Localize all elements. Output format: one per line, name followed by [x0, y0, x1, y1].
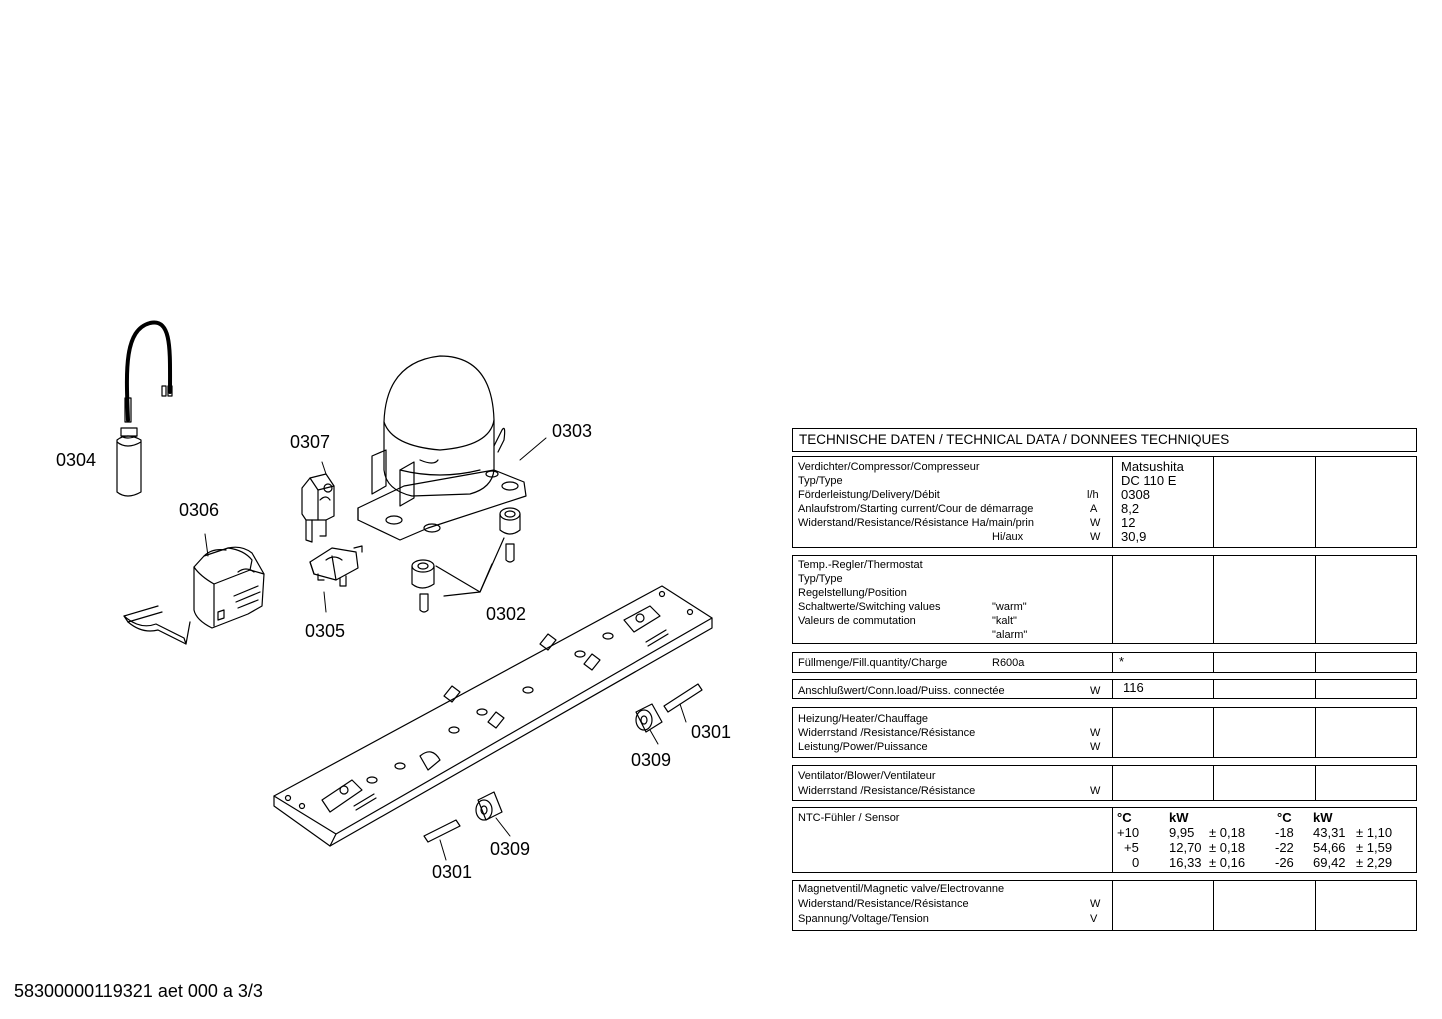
setting-alarm: "alarm"	[992, 629, 1028, 641]
ntc-tolerance: ± 1,59	[1356, 840, 1393, 855]
cover-0306	[124, 547, 264, 644]
callout-0301-lower: 0301	[432, 862, 473, 882]
section-magnetic-valve	[792, 880, 1417, 931]
compressor-starting-current-label: Anlaufstrom/Starting current/Cour de démarrage	[798, 503, 1034, 515]
unit-delivery: l/h	[1087, 489, 1099, 501]
ntc-col-celsius-1: °C	[1117, 810, 1132, 825]
blower-label: Ventilator/Blower/Ventilateur	[798, 770, 936, 782]
ntc-temp: +5	[1124, 840, 1139, 855]
connected-load-label: Anschlußwert/Conn.load/Puiss. connectée	[798, 685, 1005, 697]
callout-0301-upper: 0301	[691, 722, 732, 742]
pin-0301-lower	[424, 820, 460, 842]
ntc-resistance: 54,66	[1313, 840, 1346, 855]
callout-0302: 0302	[486, 604, 527, 624]
pin-0301-upper	[664, 684, 702, 712]
ntc-resistance: 12,70	[1169, 840, 1202, 855]
setting-warm: "warm"	[992, 601, 1027, 613]
unit-connected-load: W	[1090, 685, 1101, 697]
unit-heater-power: W	[1090, 741, 1101, 753]
compressor-type-label: Typ/Type	[798, 475, 843, 487]
protector-0305	[310, 546, 362, 586]
blower-resistance-label: Widerrstand /Resistance/Résistance	[798, 785, 976, 797]
table-title: TECHNISCHE DATEN / TECHNICAL DATA / DONNEES TECHNIQUES	[799, 432, 1230, 447]
section-thermostat	[792, 555, 1417, 644]
heater-label: Heizung/Heater/Chauffage	[798, 713, 929, 725]
ntc-tolerance: ± 0,16	[1209, 855, 1246, 870]
table-title-box	[792, 428, 1417, 452]
capacitor-0304	[117, 322, 172, 496]
refrigerant: R600a	[992, 657, 1025, 669]
callout-0309-lower: 0309	[490, 839, 531, 859]
ntc-tolerance: ± 2,29	[1356, 855, 1393, 870]
valeurs-commutation-label: Valeurs de commutation	[798, 615, 916, 627]
section-connected-load	[792, 679, 1417, 699]
thermostat-label: Temp.-Regler/Thermostat	[798, 559, 923, 571]
ntc-resistance: 43,31	[1313, 825, 1346, 840]
ntc-temp: 0	[1132, 855, 1140, 870]
ntc-temp: -26	[1275, 855, 1294, 870]
charge-value: *	[1119, 654, 1125, 669]
valve-label: Magnetventil/Magnetic valve/Electrovanne	[798, 883, 1005, 895]
section-blower	[792, 765, 1417, 801]
unit-heater-resistance: W	[1090, 727, 1101, 739]
sleeve-0309-upper	[636, 704, 662, 732]
sleeve-0309-lower	[476, 792, 502, 820]
callout-0306: 0306	[179, 500, 220, 520]
unit-resistance-aux: W	[1090, 531, 1101, 543]
connected-load-value: 116	[1123, 680, 1144, 695]
callout-0305: 0305	[305, 621, 346, 641]
setting-kalt: "kalt"	[992, 615, 1017, 627]
thermostat-position-label: Regelstellung/Position	[798, 587, 907, 599]
compressor-resistance-main: 12	[1121, 515, 1136, 530]
callout-0303: 0303	[552, 421, 593, 441]
section-charge	[792, 652, 1417, 673]
compressor-resistance-aux: 30,9	[1121, 529, 1147, 544]
unit-valve-resistance: W	[1090, 898, 1101, 910]
unit-resistance-main: W	[1090, 517, 1101, 529]
ntc-tolerance: ± 0,18	[1209, 825, 1246, 840]
relay-0307	[302, 474, 334, 542]
ntc-col-kohm-2: kW	[1313, 810, 1333, 825]
section-heater	[792, 707, 1417, 758]
callout-0307: 0307	[290, 432, 331, 452]
ntc-tolerance: ± 0,18	[1209, 840, 1246, 855]
ntc-label: NTC-Fühler / Sensor	[798, 812, 900, 824]
document-code: 58300000119321 aet 000 a 3/3	[14, 981, 263, 1001]
section-compressor	[792, 456, 1417, 548]
valve-voltage-label: Spannung/Voltage/Tension	[798, 913, 929, 925]
ntc-temp: -22	[1275, 840, 1294, 855]
thermostat-type-label: Typ/Type	[798, 573, 843, 585]
ntc-resistance: 69,42	[1313, 855, 1346, 870]
ntc-tolerance: ± 1,10	[1356, 825, 1393, 840]
compressor-type: DC 110 E	[1121, 473, 1177, 488]
compressor-delivery: 0308	[1121, 487, 1150, 502]
ntc-temp: -18	[1275, 825, 1294, 840]
valve-resistance-label: Widerstand/Resistance/Résistance	[798, 898, 969, 910]
heater-resistance-label: Widerrstand /Resistance/Résistance	[798, 727, 976, 739]
switching-values-label: Schaltwerte/Switching values	[798, 601, 941, 613]
heater-power-label: Leistung/Power/Puissance	[798, 741, 928, 753]
compressor-resistance-main-label: Widerstand/Resistance/Résistance Ha/main/prin	[798, 517, 1034, 529]
ntc-resistance: 16,33	[1169, 855, 1202, 870]
callout-0304: 0304	[56, 450, 97, 470]
compressor-make: Matsushita	[1121, 459, 1184, 474]
unit-blower-resistance: W	[1090, 785, 1101, 797]
ntc-col-kohm-1: kW	[1169, 810, 1189, 825]
unit-valve-voltage: V	[1090, 913, 1098, 925]
callout-0309-upper: 0309	[631, 750, 672, 770]
ntc-resistance: 9,95	[1169, 825, 1195, 840]
section-ntc-sensor	[792, 807, 1417, 873]
compressor-starting-current: 8,2	[1121, 501, 1140, 516]
unit-starting-current: A	[1090, 503, 1098, 515]
compressor-delivery-label: Förderleistung/Delivery/Débit	[798, 489, 940, 501]
leader-lines	[205, 438, 686, 860]
charge-label: Füllmenge/Fill.quantity/Charge	[798, 657, 948, 669]
compressor-resistance-aux-label: Hi/aux	[992, 531, 1024, 543]
ntc-temp: +10	[1117, 825, 1140, 840]
compressor-label: Verdichter/Compressor/Compresseur	[798, 461, 980, 473]
ntc-col-celsius-2: °C	[1277, 810, 1292, 825]
grommets-0302	[412, 508, 520, 612]
